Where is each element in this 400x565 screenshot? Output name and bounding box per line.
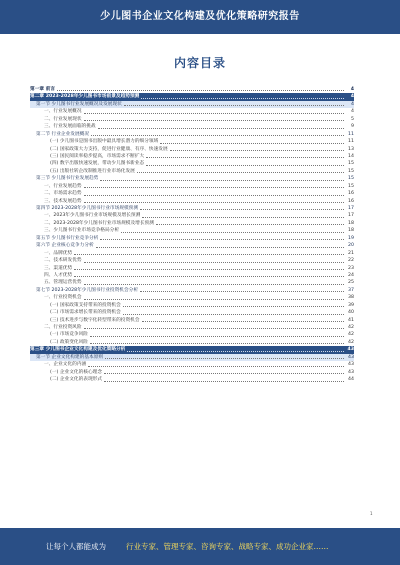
toc-entry-text: 第一章 前言	[30, 87, 56, 92]
toc-entry-text: 二、2023-2028年少儿图书行业市场规模及增长预测	[44, 220, 154, 226]
toc-entry-page: 41	[348, 317, 354, 323]
toc-entry[interactable]	[30, 86, 354, 93]
toc-entry[interactable]	[30, 235, 354, 242]
toc-entry-page: 25	[348, 280, 354, 286]
toc-entry-page: 42	[348, 325, 354, 330]
toc-entry-page: 4	[350, 94, 354, 100]
toc-entry[interactable]	[30, 265, 354, 272]
toc-entry-page: 16	[348, 191, 354, 197]
toc-leader-dots	[84, 185, 344, 189]
toc-entry[interactable]	[30, 257, 354, 264]
toc-entry-text: 第一节 少儿图书行业发展概况及发展现状	[36, 101, 122, 107]
toc-leader-dots	[170, 147, 344, 151]
toc-leader-dots	[104, 378, 344, 382]
toc-entry[interactable]	[30, 160, 354, 167]
toc-leader-dots	[121, 229, 344, 233]
toc-leader-dots	[142, 319, 344, 323]
toc-entry-page: 19	[348, 235, 354, 241]
toc-entry-text: 第四节 2023-2028年少儿图书行业市场规模预测	[36, 206, 139, 211]
toc-entry[interactable]	[30, 183, 354, 190]
toc-entry-page: 15	[348, 183, 354, 189]
toc-entry[interactable]	[30, 153, 354, 160]
toc-entry[interactable]	[30, 287, 354, 294]
toc-entry-text: (一) 少儿图书是图书出版中最具增长潜力的细分领域	[50, 139, 159, 145]
toc-leader-dots	[123, 304, 344, 308]
toc-entry-text: 第一节 企业文化构建的基本原则	[36, 354, 104, 360]
toc-entry-page: 11	[348, 139, 354, 145]
table-of-contents	[30, 86, 354, 384]
toc-leader-dots	[105, 356, 344, 360]
toc-entry-text: 第六节 企业核心竞争力分析	[36, 243, 94, 249]
toc-entry[interactable]	[30, 324, 354, 331]
toc-entry-page: 4	[350, 87, 354, 92]
toc-leader-dots	[88, 363, 344, 367]
toc-leader-dots	[104, 371, 344, 375]
toc-leader-dots	[98, 125, 344, 129]
toc-entry[interactable]	[30, 242, 354, 249]
toc-entry-text: (二) 国家政策大力支持，促进行业健康、有序、快速发展	[50, 146, 168, 152]
toc-leader-dots	[160, 140, 344, 144]
toc-leader-dots	[84, 192, 344, 196]
toc-entry-text: 一、行业发展概况	[44, 109, 82, 115]
toc-entry-page: 14	[348, 153, 354, 159]
toc-entry-page: 13	[348, 146, 354, 152]
toc-entry-text: 第三章 少儿图书企业文化构建及优化策略分析	[30, 347, 126, 353]
toc-entry[interactable]	[30, 331, 354, 338]
toc-leader-dots	[127, 348, 344, 352]
toc-entry[interactable]	[30, 205, 354, 212]
toc-leader-dots	[140, 289, 344, 293]
toc-leader-dots	[84, 200, 344, 204]
toc-entry[interactable]	[30, 138, 354, 145]
toc-entry[interactable]	[30, 302, 354, 309]
toc-leader-dots	[90, 341, 344, 345]
toc-entry[interactable]	[30, 146, 354, 153]
toc-entry-page: 44	[348, 377, 354, 383]
toc-entry-page: 37	[348, 287, 354, 293]
toc-leader-dots	[57, 88, 344, 92]
toc-leader-dots	[74, 252, 344, 256]
toc-entry-page: 4	[351, 101, 354, 107]
toc-leader-dots	[91, 133, 344, 137]
toc-entry[interactable]	[30, 317, 354, 324]
toc-entry[interactable]	[30, 250, 354, 257]
toc-entry[interactable]	[30, 131, 354, 138]
toc-entry-page: 43	[347, 347, 354, 353]
toc-entry-page: 39	[348, 302, 354, 308]
toc-leader-dots	[84, 281, 344, 285]
toc-entry-text: 第五节 少儿图书行业竞争分析	[36, 235, 99, 241]
toc-entry-text: (二) 政策变化风险	[50, 339, 88, 345]
toc-entry-page: 20	[348, 243, 354, 249]
toc-leader-dots	[84, 118, 344, 122]
toc-leader-dots	[123, 311, 344, 315]
toc-entry[interactable]	[30, 309, 354, 316]
toc-leader-dots	[141, 95, 344, 99]
toc-entry-page: 24	[348, 272, 354, 278]
toc-leader-dots	[74, 266, 344, 270]
toc-entry-text: (一) 企业文化的核心理念	[50, 369, 103, 375]
toc-entry-text: (三) 技术进步与数字化转型带来的投资机会	[50, 317, 140, 323]
toc-leader-dots	[100, 177, 344, 181]
toc-entry-text: 第三节 少儿图书行业发展趋势	[36, 176, 99, 182]
toc-entry-text: 三、渠道优势	[44, 265, 73, 271]
toc-entry-page: 9	[351, 124, 354, 130]
toc-entry-text: 二、市场需求趋势	[44, 191, 82, 197]
toc-leader-dots	[100, 237, 344, 241]
toc-entry-text: 三、行业发展面临的挑战	[44, 124, 96, 130]
toc-entry-page: 42	[348, 339, 354, 345]
toc-entry-page: 22	[348, 258, 354, 264]
toc-entry-page: 17	[348, 213, 354, 219]
toc-entry[interactable]	[30, 168, 354, 175]
toc-entry-page: 5	[351, 116, 354, 122]
report-header	[0, 0, 400, 34]
toc-leader-dots	[84, 326, 344, 330]
toc-entry-text: 第二节 行业企业发展概况	[36, 131, 90, 137]
toc-entry-page: 43	[348, 362, 354, 368]
toc-entry-page: 23	[348, 265, 354, 271]
toc-entry-text: 第七节 2023-2028年少儿图书行业投资机会分析	[36, 287, 139, 293]
toc-leader-dots	[90, 333, 344, 337]
toc-entry[interactable]	[30, 339, 354, 346]
toc-entry-page: 21	[348, 250, 354, 256]
toc-entry-page: 15	[348, 176, 354, 182]
toc-entry-text: (五) 出版社转企改制推进行业市场化发展	[50, 168, 135, 174]
toc-entry-text: 四、人才优势	[44, 272, 73, 278]
toc-entry[interactable]	[30, 361, 354, 368]
toc-entry-page: 4	[351, 109, 354, 115]
toc-entry[interactable]	[30, 93, 354, 100]
toc-leader-dots	[146, 162, 344, 166]
toc-entry-page: 43	[348, 369, 354, 375]
toc-entry-text: 一、行业发展趋势	[44, 183, 82, 189]
toc-entry[interactable]	[30, 116, 354, 123]
toc-entry[interactable]	[30, 190, 354, 197]
toc-leader-dots	[142, 214, 344, 218]
toc-leader-dots	[84, 259, 344, 263]
toc-entry-text: 三、技术发展趋势	[44, 198, 82, 204]
toc-entry-page: 11	[348, 131, 354, 137]
toc-entry-page: 43	[348, 354, 354, 360]
toc-entry-text: 一、企业文化的内涵	[44, 362, 87, 368]
toc-entry-page: 17	[348, 206, 354, 211]
toc-leader-dots	[84, 110, 344, 114]
toc-entry[interactable]	[30, 227, 354, 234]
toc-entry-text: (二) 市场需求增长带来的投资机会	[50, 310, 121, 316]
footer-roles: 行业专家、管理专家、咨询专家、战略专家、成功企业家……	[126, 542, 329, 551]
toc-entry-text: 三、少儿图书行业市场竞争格局分析	[44, 228, 120, 234]
toc-entry[interactable]	[30, 123, 354, 130]
toc-entry-text: 五、管理运营优势	[44, 280, 82, 286]
toc-entry-text: (一) 市场竞争风险	[50, 332, 88, 338]
toc-entry[interactable]	[30, 376, 354, 383]
toc-entry-page: 42	[348, 332, 354, 338]
toc-entry[interactable]	[30, 198, 354, 205]
toc-entry-page: 40	[348, 310, 354, 316]
toc-entry[interactable]	[30, 369, 354, 376]
toc-entry-text: 一、行业投资机会	[44, 295, 82, 301]
toc-entry-text: 二、行业发展现状	[44, 116, 82, 122]
page-number: 1	[370, 511, 373, 516]
toc-entry-page: 16	[348, 198, 354, 204]
footer-slogan: 让每个人都能成为	[46, 542, 106, 551]
toc-entry[interactable]	[30, 346, 354, 353]
toc-entry-page: 38	[348, 295, 354, 301]
toc-entry[interactable]	[30, 272, 354, 279]
toc-entry[interactable]	[30, 220, 354, 227]
toc-entry-text: 一、品牌优势	[44, 250, 73, 256]
toc-entry-text: (四) 数字出版快速发展，带动少儿图书新业态	[50, 161, 145, 167]
toc-entry-page: 15	[348, 161, 354, 167]
toc-entry[interactable]	[30, 175, 354, 182]
toc-leader-dots	[96, 244, 344, 248]
footer-banner	[0, 528, 400, 565]
toc-leader-dots	[140, 207, 344, 211]
report-title: 少儿图书企业文化构建及优化策略研究报告	[100, 11, 300, 22]
toc-entry-text: (三) 国民阅读率稳步提高，市场需求不断扩大	[50, 153, 145, 159]
toc-entry-text: 二、行业投资风险	[44, 325, 82, 330]
toc-entry[interactable]	[30, 294, 354, 301]
toc-entry-page: 18	[348, 228, 354, 234]
toc-leader-dots	[84, 296, 344, 300]
toc-entry-text: (一) 国家政策支持带来的投资机会	[50, 302, 121, 308]
toc-heading: 内容目录	[173, 56, 226, 70]
toc-entry-page: 18	[348, 220, 354, 226]
toc-entry[interactable]	[30, 279, 354, 286]
toc-leader-dots	[74, 274, 344, 278]
toc-entry-text: 二、技术研发优势	[44, 258, 82, 264]
toc-entry[interactable]	[30, 108, 354, 115]
toc-leader-dots	[146, 155, 344, 159]
toc-leader-dots	[124, 103, 344, 107]
toc-entry-text: (二) 企业文化的表现形式	[50, 377, 103, 383]
toc-entry-text: 第二章 2023-2028年少儿图书市场前景及趋势预测	[30, 94, 140, 100]
toc-entry[interactable]	[30, 101, 354, 108]
toc-entry-page: 15	[348, 168, 354, 174]
toc-leader-dots	[156, 222, 344, 226]
toc-entry[interactable]	[30, 354, 354, 361]
toc-entry-text: 一、2023年少儿图书行业市场规模及增长预测	[44, 213, 141, 219]
toc-entry[interactable]	[30, 212, 354, 219]
toc-leader-dots	[137, 170, 344, 174]
